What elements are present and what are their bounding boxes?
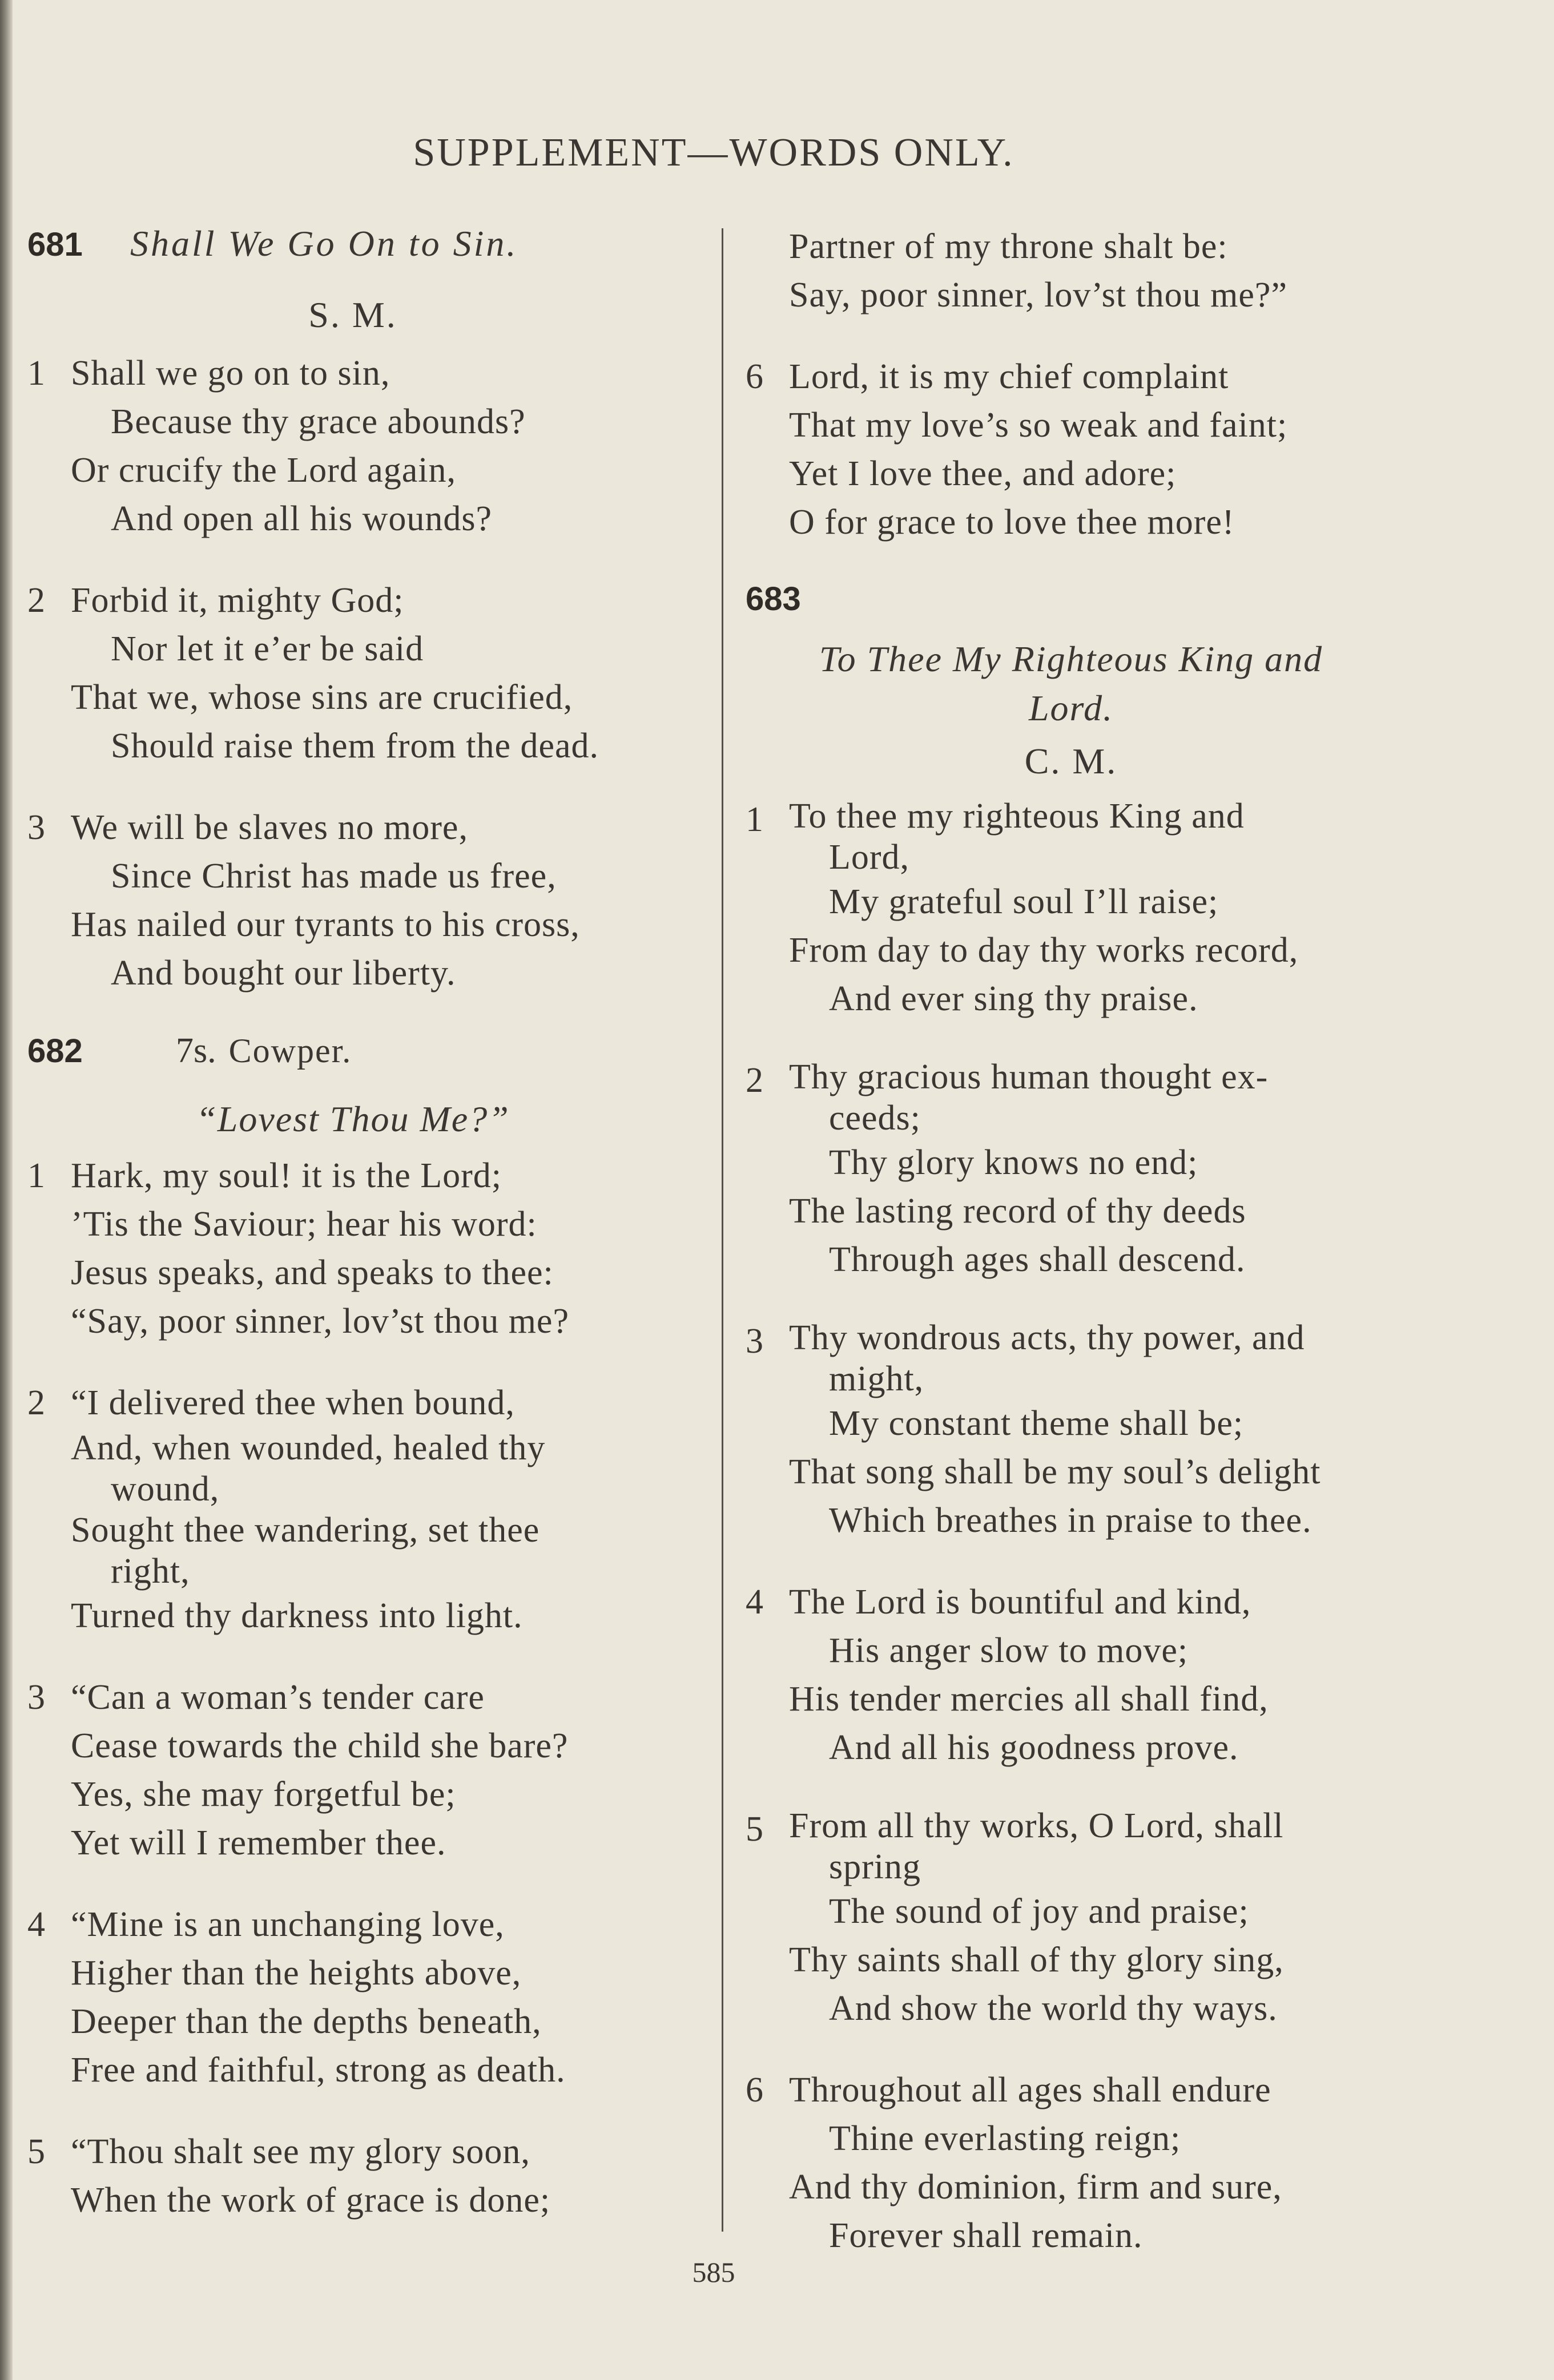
verse-number: 6 xyxy=(746,2071,763,2109)
verse-line-continuation: ceeds; xyxy=(829,1099,921,1137)
verse-line: Higher than the heights above, xyxy=(71,1954,522,1992)
verse-line-continuation: right, xyxy=(111,1552,190,1591)
stanza xyxy=(27,576,678,771)
hymn-meter: 7s. xyxy=(176,1031,216,1070)
verse-number: 6 xyxy=(746,357,763,396)
page-number: 585 xyxy=(692,2256,735,2288)
hymn-683-heading xyxy=(746,580,1396,635)
verse-line-continuation: might, xyxy=(829,1360,924,1398)
hymn-681 xyxy=(27,223,678,998)
verse-number: 3 xyxy=(27,1678,45,1717)
verse-line: “Thou shalt see my glory soon, xyxy=(71,2132,530,2171)
stanza-continued xyxy=(746,223,1396,320)
verse-line: Yet I love thee, and adore; xyxy=(789,454,1177,493)
verse-line: That my love’s so weak and faint; xyxy=(789,406,1288,445)
verse-line: My constant theme shall be; xyxy=(829,1404,1244,1443)
verse-number: 3 xyxy=(27,808,45,847)
hymn-title: Shall We Go On to Sin. xyxy=(130,223,518,264)
verse-number: 5 xyxy=(746,1810,763,1849)
verse-line-continuation: spring xyxy=(829,1847,921,1886)
verse-line: And bought our liberty. xyxy=(111,954,456,993)
verse-line: The lasting record of thy deeds xyxy=(789,1192,1246,1231)
verse-number: 1 xyxy=(27,1156,45,1195)
verse-line: We will be slaves no more, xyxy=(71,808,468,847)
hymn-meter: S. M. xyxy=(308,295,397,335)
verse-line-continuation: wound, xyxy=(111,1470,220,1508)
verse-line: “I delivered thee when bound, xyxy=(71,1383,515,1422)
verse-line: And open all his wounds? xyxy=(111,499,493,538)
verse-line: And thy dominion, firm and sure, xyxy=(789,2168,1282,2206)
hymn-title-continuation: Lord. xyxy=(1028,688,1114,728)
stanza xyxy=(746,1317,1396,1545)
hymn-number: 682 xyxy=(27,1032,83,1070)
stanza xyxy=(27,1901,678,2095)
verse-line: My grateful soul I’ll raise; xyxy=(829,882,1219,921)
verse-line-part: And, when wounded, healed thy xyxy=(71,1429,546,1467)
right-column xyxy=(746,223,1396,2260)
hymn-number: 681 xyxy=(27,226,83,263)
verse-number: 2 xyxy=(27,581,45,620)
book-spine-edge xyxy=(0,0,13,2380)
verse-line: Or crucify the Lord again, xyxy=(71,451,457,490)
verse-number: 4 xyxy=(746,1583,763,1621)
stanza xyxy=(27,1152,678,1346)
verse-line: Jesus speaks, and speaks to thee: xyxy=(71,1253,554,1292)
stanza xyxy=(746,353,1396,547)
verse-line: Forbid it, mighty God; xyxy=(71,581,404,620)
verse-line: When the work of grace is done; xyxy=(71,2181,551,2220)
stanza xyxy=(746,2066,1396,2260)
verse-line: Thine everlasting reign; xyxy=(829,2119,1181,2158)
verse-number: 2 xyxy=(27,1383,45,1422)
verse-line: Forever shall remain. xyxy=(829,2216,1143,2255)
hymn-author: Cowper. xyxy=(228,1032,352,1070)
verse-line xyxy=(746,796,1396,878)
verse-number: 4 xyxy=(27,1905,45,1944)
verse-line: The sound of joy and praise; xyxy=(829,1892,1249,1931)
verse-line: Turned thy darkness into light. xyxy=(71,1596,523,1635)
verse-number: 3 xyxy=(746,1322,763,1361)
verse-line: From day to day thy works record, xyxy=(789,931,1299,970)
verse-line: Since Christ has made us free, xyxy=(111,857,557,895)
hymn-number: 683 xyxy=(746,580,801,618)
verse-line: “Can a woman’s tender care xyxy=(71,1678,485,1717)
verse-line: Thy glory knows no end; xyxy=(829,1143,1198,1182)
verse-line: Free and faithful, strong as death. xyxy=(71,2051,566,2089)
hymn-683 xyxy=(746,580,1396,2260)
hymn-682 xyxy=(27,1031,678,2225)
verse-line xyxy=(746,1317,1396,1399)
verse-line-part: To thee my righteous King and xyxy=(789,797,1245,836)
hymn-title: To Thee My Righteous King and xyxy=(819,639,1323,679)
verse-line: Yes, she may forgetful be; xyxy=(71,1775,456,1814)
left-column xyxy=(27,223,678,2225)
hymn-title: “Lovest Thou Me?” xyxy=(196,1099,510,1139)
verse-line-part: Sought thee wandering, set thee xyxy=(71,1511,540,1550)
verse-line-part: Thy gracious human thought ex- xyxy=(789,1058,1269,1096)
verse-line-part: Thy wondrous acts, thy power, and xyxy=(789,1318,1305,1357)
stanza xyxy=(27,1673,678,1867)
stanza xyxy=(27,804,678,998)
verse-line-continuation: Lord, xyxy=(829,838,910,877)
hymn-681-heading xyxy=(27,223,678,287)
verse-line: Hark, my soul! it is the Lord; xyxy=(71,1156,502,1195)
verse-line: His tender mercies all shall find, xyxy=(789,1680,1269,1719)
verse-number: 2 xyxy=(746,1061,763,1100)
verse-line xyxy=(27,1427,678,1510)
verse-line: Cease towards the child she bare? xyxy=(71,1726,569,1765)
verse-line xyxy=(746,1056,1396,1139)
verse-line: “Say, poor sinner, lov’st thou me? xyxy=(71,1302,569,1341)
stanza xyxy=(746,1578,1396,1772)
hymn-682-heading xyxy=(27,1031,678,1095)
verse-line: Through ages shall descend. xyxy=(829,1240,1246,1279)
verse-line: And show the world thy ways. xyxy=(829,1989,1278,2028)
verse-line: O for grace to love thee more! xyxy=(789,503,1235,542)
verse-line: Shall we go on to sin, xyxy=(71,354,390,393)
verse-line: That we, whose sins are crucified, xyxy=(71,678,573,717)
verse-line: Because thy grace abounds? xyxy=(111,402,526,441)
hymn-meter: C. M. xyxy=(1024,741,1118,781)
verse-line: Throughout all ages shall endure xyxy=(789,2071,1271,2109)
page-header: SUPPLEMENT—WORDS ONLY. xyxy=(413,131,1014,175)
verse-line: The Lord is bountiful and kind, xyxy=(789,1583,1251,1621)
verse-line: And ever sing thy praise. xyxy=(829,979,1198,1018)
verse-line: Nor let it e’er be said xyxy=(111,630,424,668)
verse-line xyxy=(27,1510,678,1592)
verse-line: That song shall be my soul’s delight xyxy=(789,1453,1321,1491)
verse-line: ’Tis the Saviour; hear his word: xyxy=(71,1205,537,1244)
verse-line: His anger slow to move; xyxy=(829,1631,1189,1670)
verse-line: And all his goodness prove. xyxy=(829,1728,1239,1767)
verse-line-part: From all thy works, O Lord, shall xyxy=(789,1806,1284,1845)
verse-number: 5 xyxy=(27,2132,45,2171)
hymn-682-continued xyxy=(746,223,1396,547)
verse-line: Thy saints shall of thy glory sing, xyxy=(789,1941,1284,1979)
verse-line: Say, poor sinner, lov’st thou me?” xyxy=(789,276,1287,314)
verse-number: 1 xyxy=(27,354,45,393)
verse-line: Deeper than the depths beneath, xyxy=(71,2002,542,2041)
verse-line: Should raise them from the dead. xyxy=(111,727,599,765)
stanza xyxy=(27,2128,678,2225)
stanza xyxy=(746,1805,1396,2033)
verse-line: Lord, it is my chief complaint xyxy=(789,357,1229,396)
verse-line: Yet will I remember thee. xyxy=(71,1824,446,1862)
verse-line: Has nailed our tyrants to his cross, xyxy=(71,905,580,944)
verse-line: Partner of my throne shalt be: xyxy=(789,227,1228,266)
verse-number: 1 xyxy=(746,800,763,839)
verse-line xyxy=(746,1805,1396,1887)
stanza xyxy=(27,349,678,543)
stanza xyxy=(746,1056,1396,1284)
column-divider xyxy=(722,228,723,2232)
stanza xyxy=(27,1379,678,1640)
verse-line: “Mine is an unchanging love, xyxy=(71,1905,505,1944)
stanza xyxy=(746,796,1396,1023)
verse-line: Which breathes in praise to thee. xyxy=(829,1501,1312,1540)
